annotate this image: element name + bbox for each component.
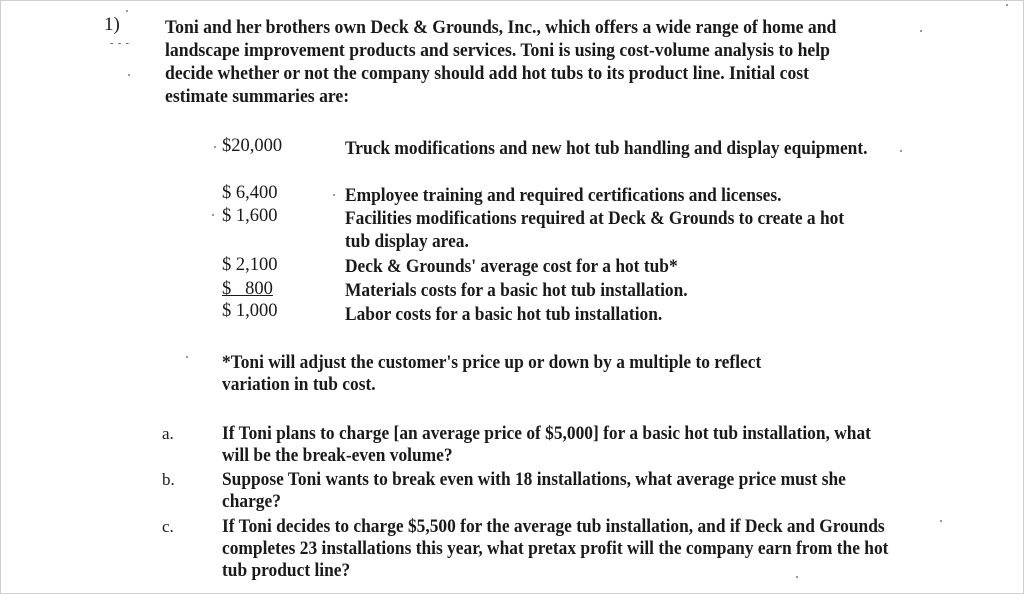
question-text: If Toni decides to charge $5,500 for the average tub installation, and if Deck and Grounds completes 23 installations this year, what pretax profit will the company earn from the hot tub product line? [222, 517, 889, 581]
scan-speck [900, 150, 902, 152]
problem-intro: Toni and her brothers own Deck & Grounds, Inc., which offers a wide range of home and landscape improvement products and services. Toni is using cost-volume analysis to help decide whether or not the company should add hot tubs to its product line. Initial cost estimate summaries are: [165, 17, 837, 107]
cost-amount: $ 6,400 [222, 183, 278, 203]
scan-speck [186, 356, 188, 358]
problem-number: 1) [104, 14, 120, 35]
cost-footnote: *Toni will adjust the customer's price up or down by a multiple to reflect variation in tub cost. [222, 353, 762, 395]
cost-amount: $ 800 [222, 279, 273, 299]
question-letter: c. [162, 517, 174, 536]
cost-description: Facilities modifications required at Deck & Grounds to create a hot tub display area. [345, 209, 845, 252]
scan-speck [126, 10, 128, 12]
problem-number-mark: - - - [110, 38, 130, 49]
scan-speck [796, 576, 798, 578]
question-letter: a. [162, 424, 174, 443]
scan-speck [212, 214, 214, 216]
scan-speck [920, 30, 922, 32]
question-letter: b. [162, 470, 175, 489]
cost-description: Employee training and required certifications and licenses. [345, 186, 782, 206]
scan-speck [1006, 4, 1008, 6]
cost-description: Labor costs for a basic hot tub installation. [345, 305, 663, 325]
cost-description: Deck & Grounds' average cost for a hot tub* [345, 257, 678, 277]
scan-speck [128, 74, 130, 76]
scan-speck [214, 146, 216, 148]
cost-amount: $20,000 [222, 136, 283, 156]
scan-speck [940, 520, 942, 522]
cost-description: Materials costs for a basic hot tub installation. [345, 281, 688, 301]
cost-amount: $ 1,600 [222, 206, 278, 226]
question-text: If Toni plans to charge [an average price of $5,000] for a basic hot tub installation, what will be the break-even volume? [222, 424, 871, 466]
question-text: Suppose Toni wants to break even with 18 installations, what average price must she charge? [222, 470, 846, 512]
cost-amount: $ 2,100 [222, 255, 278, 275]
cost-description: Truck modifications and new hot tub handling and display equipment. [345, 139, 868, 159]
scan-speck [333, 194, 335, 196]
cost-amount: $ 1,000 [222, 301, 278, 321]
